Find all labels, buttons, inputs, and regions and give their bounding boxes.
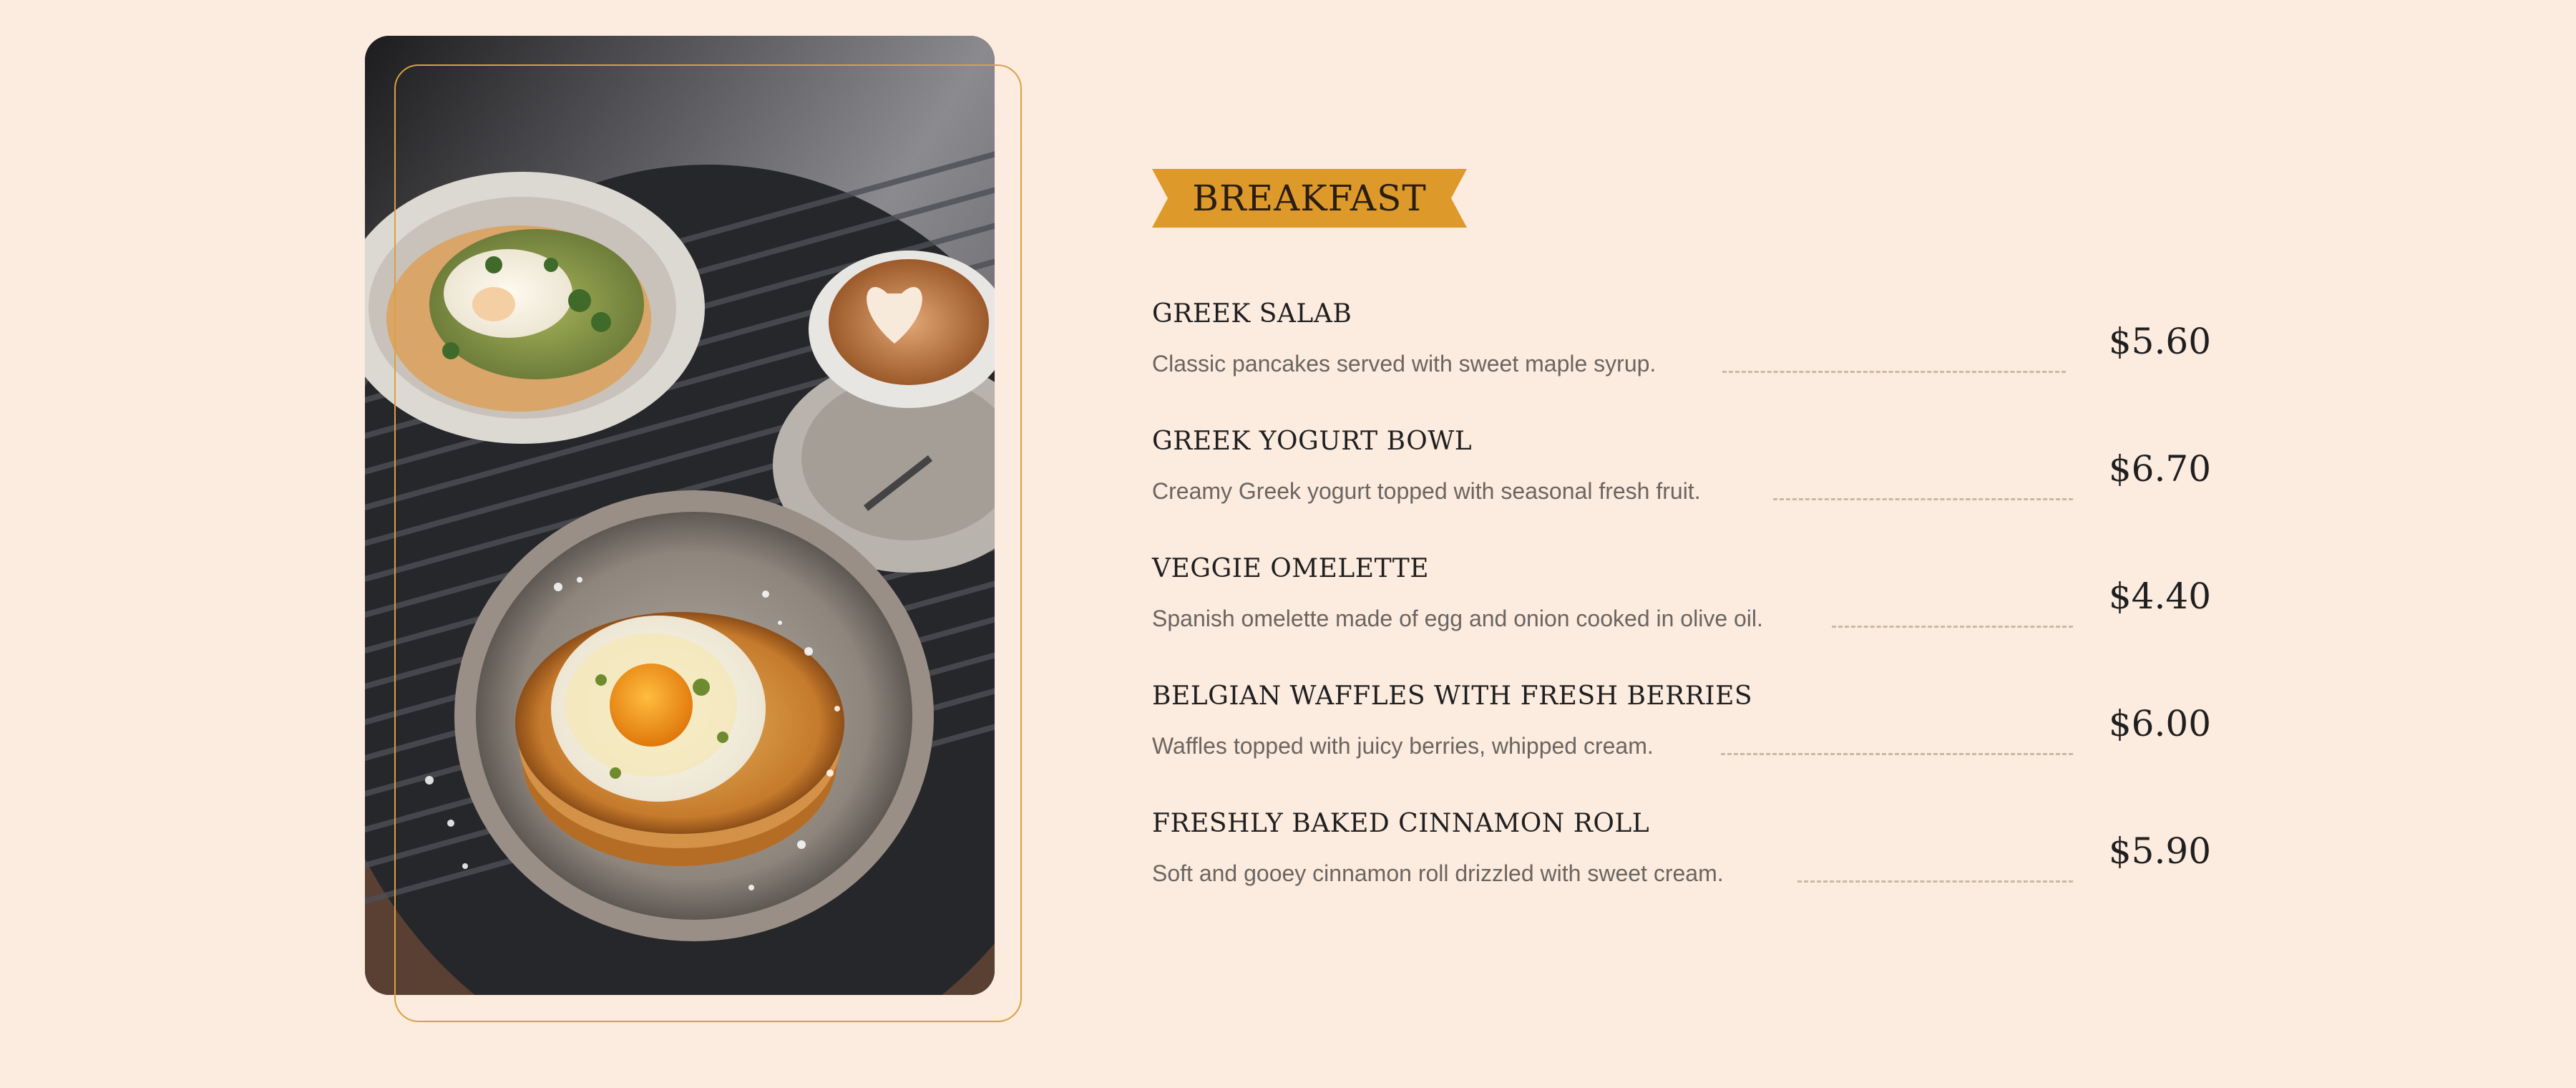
- menu-item-price: $4.40: [2108, 575, 2211, 617]
- section-ribbon: [1152, 169, 1467, 228]
- menu-item-name: GREEK YOGURT BOWL: [1152, 427, 1473, 456]
- dotted-leader: [1721, 753, 2073, 755]
- menu-item-name: FRESHLY BAKED CINNAMON ROLL: [1152, 809, 1650, 838]
- dotted-leader: [1773, 498, 2073, 500]
- menu-item-price: $6.70: [2108, 448, 2211, 490]
- menu-item: [1152, 427, 2211, 554]
- menu-item-name: BELGIAN WAFFLES WITH FRESH BERRIES: [1152, 681, 1753, 711]
- dotted-leader: [1722, 371, 2066, 373]
- menu-section: [1152, 169, 2211, 936]
- dotted-leader: [1797, 880, 2073, 883]
- menu-item-price: $5.90: [2108, 830, 2211, 872]
- menu-item-description: Spanish omelette made of egg and onion cooked in olive oil.: [1152, 606, 1763, 631]
- section-title: BREAKFAST: [1192, 178, 1427, 219]
- dotted-leader: [1832, 626, 2073, 628]
- photo-frame-outline: [394, 64, 1022, 1022]
- menu-item-description: Creamy Greek yogurt topped with seasonal fresh fruit.: [1152, 478, 1701, 504]
- menu-item-price: $5.60: [2108, 321, 2211, 362]
- menu-items: [1152, 299, 2211, 936]
- menu-item: [1152, 681, 2211, 809]
- menu-item-name: VEGGIE OMELETTE: [1152, 554, 1430, 583]
- menu-item: [1152, 299, 2211, 427]
- menu-item-name: GREEK SALAB: [1152, 299, 1352, 329]
- menu-item-price: $6.00: [2108, 703, 2211, 744]
- menu-item: [1152, 554, 2211, 681]
- menu-item-description: Waffles topped with juicy berries, whipped cream.: [1152, 733, 1654, 759]
- menu-item: [1152, 809, 2211, 936]
- menu-item-description: Soft and gooey cinnamon roll drizzled with sweet cream.: [1152, 860, 1724, 886]
- menu-item-description: Classic pancakes served with sweet maple syrup.: [1152, 351, 1657, 377]
